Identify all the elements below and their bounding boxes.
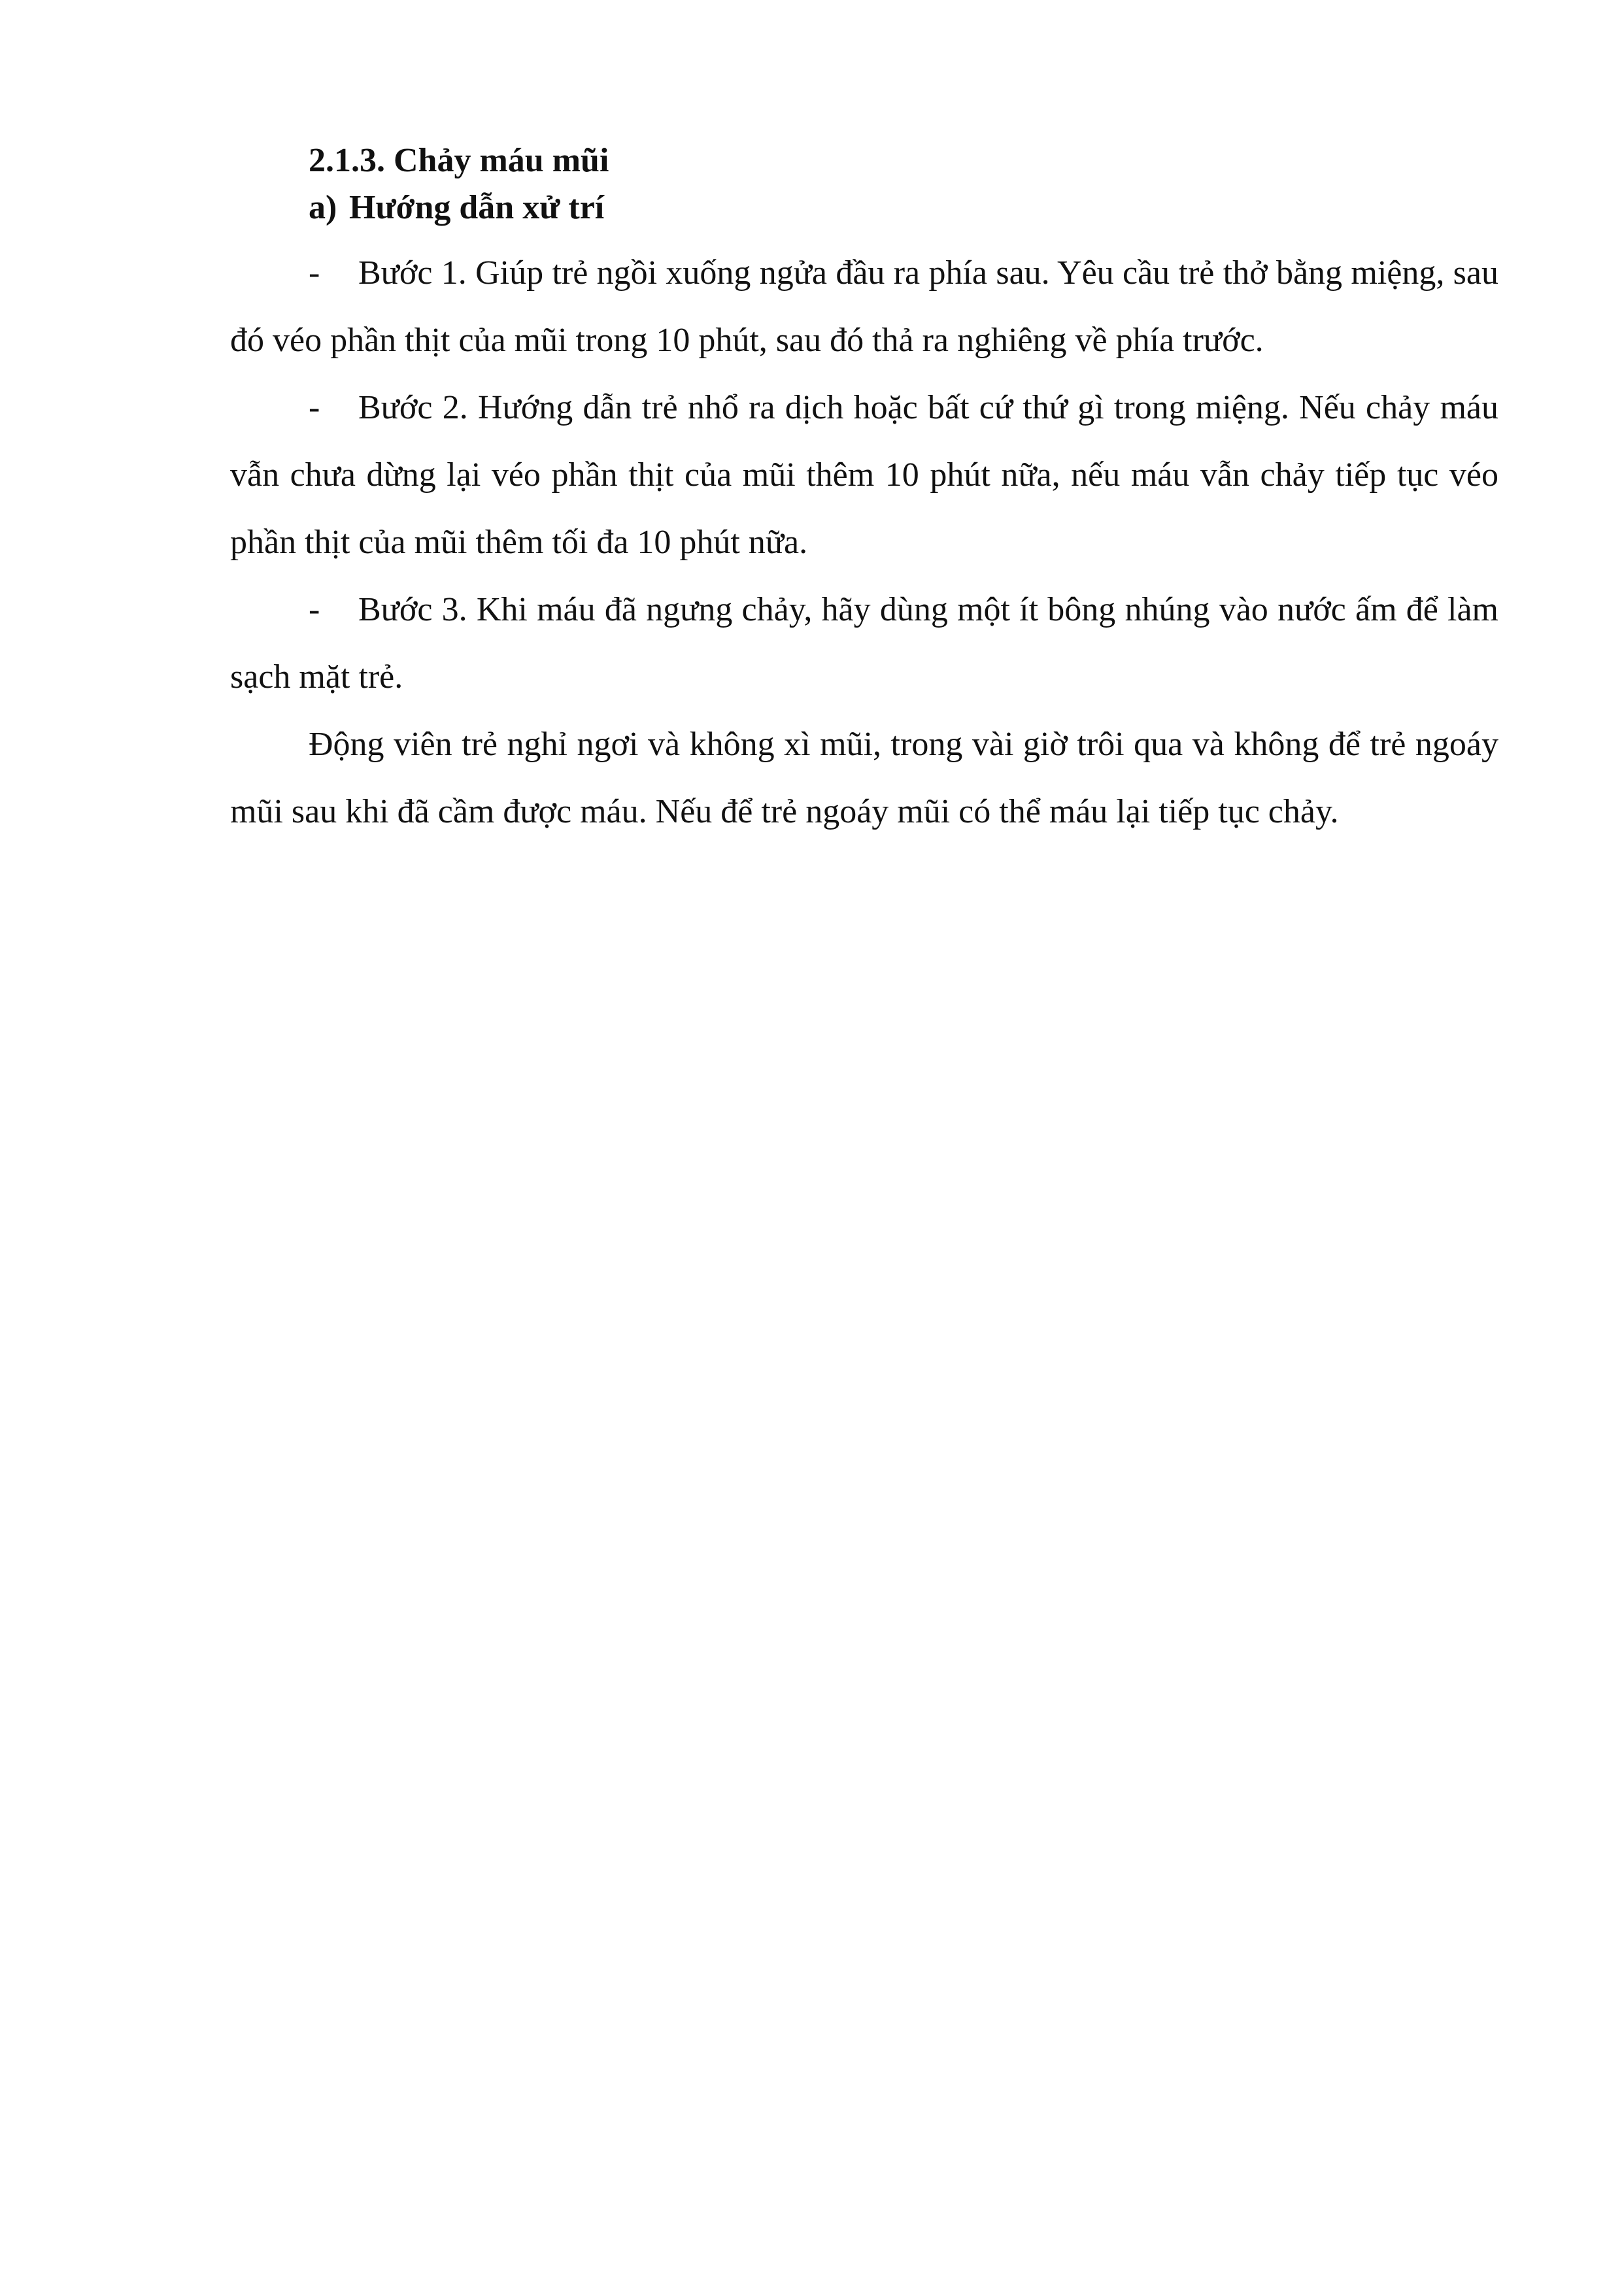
page-content bbox=[230, 137, 1498, 845]
subsection-marker: a) bbox=[309, 189, 337, 226]
step-paragraph bbox=[230, 239, 1498, 374]
subsection-heading bbox=[230, 184, 1498, 231]
step-text: Bước 2. Hướng dẫn trẻ nhổ ra dịch hoặc bất cứ thứ gì trong miệng. Nếu chảy máu vẫn chưa dừng lại véo phần thịt của mũi thêm 10 phút nữa, nếu máu vẫn chảy tiếp tục véo phần thịt của mũi thêm tối đa 10 phút nữa. bbox=[230, 389, 1498, 561]
subsection-title: Hướng dẫn xử trí bbox=[349, 189, 605, 226]
list-dash: - bbox=[309, 591, 320, 628]
step-text: Bước 3. Khi máu đã ngưng chảy, hãy dùng một ít bông nhúng vào nước ấm để làm sạch mặt trẻ. bbox=[230, 591, 1498, 696]
section-heading bbox=[230, 137, 1498, 184]
list-dash: - bbox=[309, 254, 320, 292]
section-title: 2.1.3. Chảy máu mũi bbox=[309, 142, 609, 179]
step-paragraph bbox=[230, 374, 1498, 576]
step-paragraph bbox=[230, 576, 1498, 711]
step-text: Bước 1. Giúp trẻ ngồi xuống ngửa đầu ra phía sau. Yêu cầu trẻ thở bằng miệng, sau đó véo phần thịt của mũi trong 10 phút, sau đó thả ra nghiêng về phía trước. bbox=[230, 254, 1498, 359]
list-dash: - bbox=[309, 389, 320, 426]
note-paragraph: Động viên trẻ nghỉ ngơi và không xì mũi, trong vài giờ trôi qua và không để trẻ ngoáy mũi sau khi đã cầm được máu. Nếu để trẻ ngoáy mũi có thể máu lại tiếp tục chảy. bbox=[230, 726, 1498, 830]
